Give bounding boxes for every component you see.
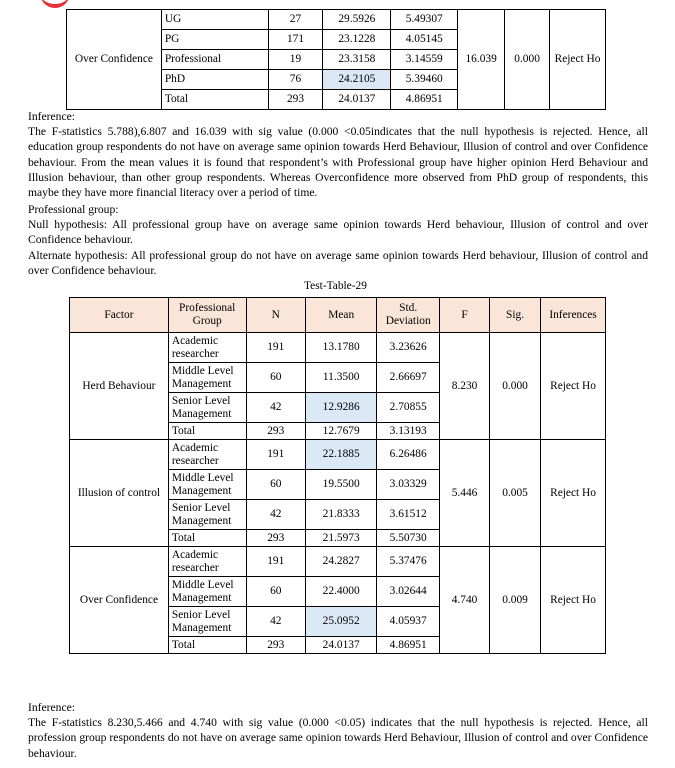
mean-cell: 23.3158 (323, 50, 391, 70)
inference-cell: Reject Ho (550, 10, 606, 110)
n-cell: 60 (246, 577, 306, 607)
n-cell: 27 (268, 10, 323, 30)
n-cell: 191 (246, 440, 306, 470)
mean-cell: 23.1228 (323, 30, 391, 50)
n-cell: 293 (268, 90, 323, 110)
mean-cell: 11.3500 (306, 363, 377, 393)
group-cell: Academic researcher (168, 333, 246, 363)
table-row (70, 440, 606, 470)
logo-fragment-icon (40, 0, 70, 8)
mean-cell: 24.0137 (323, 90, 391, 110)
group-cell: Senior Level Management (168, 500, 246, 530)
sig-cell: 0.000 (505, 10, 550, 110)
header-n: N (246, 298, 306, 333)
sd-cell: 3.03329 (377, 470, 440, 500)
professional-group-table (69, 297, 606, 654)
n-cell: 191 (246, 333, 306, 363)
mean-cell-highlighted: 25.0952 (306, 607, 377, 637)
n-cell: 42 (246, 393, 306, 423)
sd-cell: 5.49307 (391, 10, 458, 30)
sd-cell: 3.13193 (377, 423, 440, 440)
f-cell: 8.230 (440, 333, 490, 440)
group-cell: Total (168, 423, 246, 440)
group-cell: UG (161, 10, 268, 30)
sd-cell: 6.26486 (377, 440, 440, 470)
n-cell: 76 (268, 70, 323, 90)
mean-cell: 22.4000 (306, 577, 377, 607)
table-row (67, 10, 606, 30)
sd-cell: 4.05937 (377, 607, 440, 637)
inference-cell: Reject Ho (541, 333, 606, 440)
group-cell: Total (168, 530, 246, 547)
inference-cell: Reject Ho (541, 547, 606, 654)
header-inferences: Inferences (541, 298, 606, 333)
mean-cell-highlighted: 24.2105 (323, 70, 391, 90)
n-cell: 171 (268, 30, 323, 50)
mean-cell-highlighted: 12.9286 (306, 393, 377, 423)
group-cell: Academic researcher (168, 440, 246, 470)
f-cell: 5.446 (440, 440, 490, 547)
group-cell: Senior Level Management (168, 607, 246, 637)
factor-cell: Herd Behaviour (70, 333, 169, 440)
mean-cell: 29.5926 (323, 10, 391, 30)
header-f: F (440, 298, 490, 333)
sd-cell: 3.14559 (391, 50, 458, 70)
n-cell: 42 (246, 500, 306, 530)
sd-cell: 2.70855 (377, 393, 440, 423)
sd-cell: 3.02644 (377, 577, 440, 607)
group-cell: Middle Level Management (168, 470, 246, 500)
inference-paragraph: The F-statistics 8.230,5.466 and 4.740 with sig value (0.000 <0.05) indicates that the null hypothesis is rejected. Hence, all profession group respondents do not have on average same opinion towards Herd Behaviour, Illusion of control and over Confidence behaviour. (28, 716, 648, 760)
f-cell: 16.039 (458, 10, 505, 110)
factor-cell: Over Confidence (70, 547, 169, 654)
mean-cell: 21.8333 (306, 500, 377, 530)
sig-cell: 0.009 (490, 547, 541, 654)
mean-cell-highlighted: 22.1885 (306, 440, 377, 470)
sd-cell: 4.86951 (391, 90, 458, 110)
sig-cell: 0.000 (490, 333, 541, 440)
sd-cell: 5.39460 (391, 70, 458, 90)
sd-cell: 4.05145 (391, 30, 458, 50)
sd-cell: 5.50730 (377, 530, 440, 547)
sig-cell: 0.005 (490, 440, 541, 547)
table-header-row (70, 298, 606, 333)
group-cell: Middle Level Management (168, 577, 246, 607)
header-sd: Std. Deviation (377, 298, 440, 333)
factor-cell: Over Confidence (67, 10, 162, 110)
professional-group-heading: Professional group: (28, 203, 119, 216)
mean-cell: 12.7679 (306, 423, 377, 440)
null-hypothesis: Null hypothesis: All professional group have on average same opinion towards Herd behaviour, Illusion of control and over Confidence behaviour. (28, 218, 648, 247)
f-cell: 4.740 (440, 547, 490, 654)
table-row (70, 333, 606, 363)
group-cell: Total (168, 637, 246, 654)
n-cell: 293 (246, 637, 306, 654)
table-row (70, 547, 606, 577)
header-factor: Factor (70, 298, 169, 333)
inference-cell: Reject Ho (541, 440, 606, 547)
group-cell: PG (161, 30, 268, 50)
mean-cell: 19.5500 (306, 470, 377, 500)
n-cell: 19 (268, 50, 323, 70)
group-cell: PhD (161, 70, 268, 90)
inference-heading: Inference: (28, 701, 75, 714)
mean-cell: 24.0137 (306, 637, 377, 654)
table-caption: Test-Table-29 (304, 280, 367, 292)
header-group: Professional Group (168, 298, 246, 333)
group-cell: Senior Level Management (168, 393, 246, 423)
header-sig: Sig. (490, 298, 541, 333)
sd-cell: 3.23626 (377, 333, 440, 363)
inference-heading: Inference: (28, 110, 75, 123)
n-cell: 293 (246, 530, 306, 547)
group-cell: Professional (161, 50, 268, 70)
n-cell: 42 (246, 607, 306, 637)
n-cell: 191 (246, 547, 306, 577)
mean-cell: 21.5973 (306, 530, 377, 547)
group-cell: Total (161, 90, 268, 110)
group-cell: Middle Level Management (168, 363, 246, 393)
n-cell: 293 (246, 423, 306, 440)
sd-cell: 3.61512 (377, 500, 440, 530)
sd-cell: 2.66697 (377, 363, 440, 393)
mean-cell: 13.1780 (306, 333, 377, 363)
factor-cell: Illusion of control (70, 440, 169, 547)
education-group-table (66, 9, 606, 110)
sd-cell: 4.86951 (377, 637, 440, 654)
inference-paragraph: The F-statistics 5.788),6.807 and 16.039 with sig value (0.000 <0.05indicates that the null hypothesis is rejected. Hence, all education group respondents do not have on average same opinion towards Herd Behaviour, Illusion of control and over Confidence behaviour. From the mean values it is found that respondent’s with Professional group have higher opinion Herd Behaviour and Illusion behaviour, than other group respondents. Whereas Overconfidence more observed from PhD group of respondents, this maybe they have more financial literacy over a period of time. (28, 125, 648, 200)
group-cell: Academic researcher (168, 547, 246, 577)
mean-cell: 24.2827 (306, 547, 377, 577)
header-mean: Mean (306, 298, 377, 333)
n-cell: 60 (246, 470, 306, 500)
alternate-hypothesis: Alternate hypothesis: All professional group do not have on average same opinion towards Herd behaviour, Illusion of control and over Confidence behaviour. (28, 249, 648, 278)
n-cell: 60 (246, 363, 306, 393)
sd-cell: 5.37476 (377, 547, 440, 577)
